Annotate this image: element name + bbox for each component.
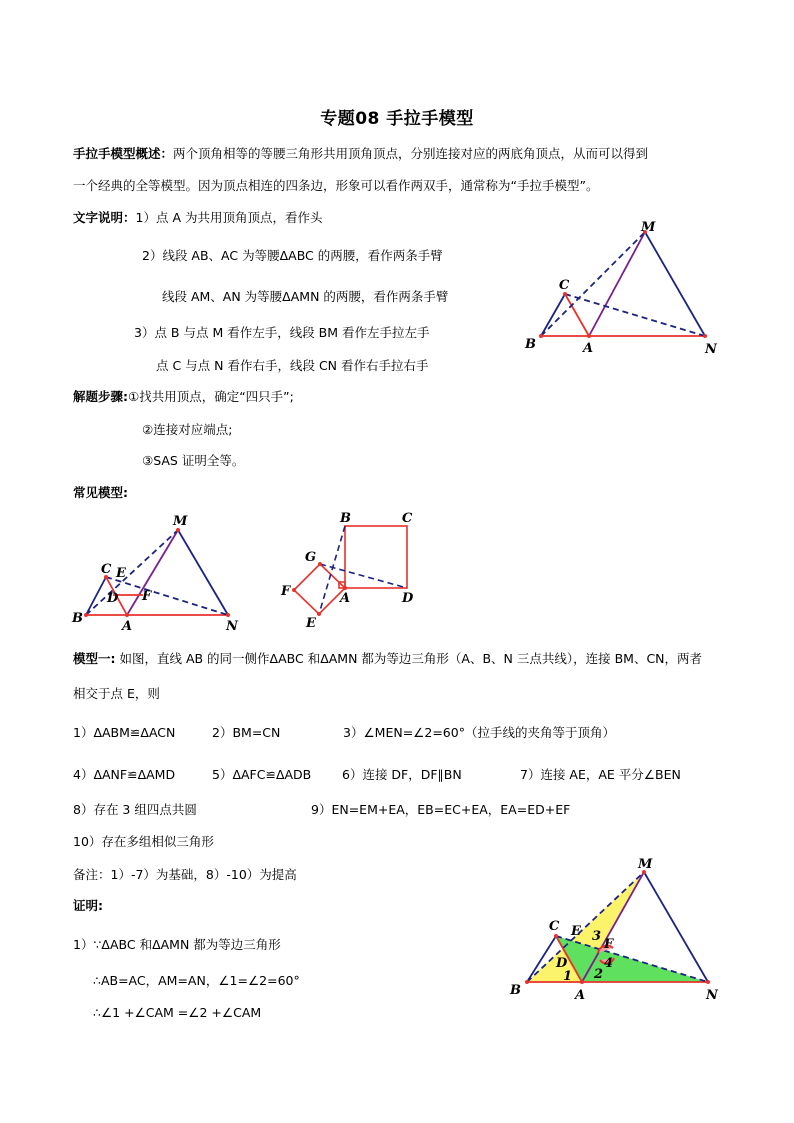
model1-line-2: 相交于点 E，则 <box>73 686 160 701</box>
proof-line-2: ∴AB=AC，AM=AN，∠1=∠2=60° <box>93 973 300 988</box>
label-m: M <box>173 514 188 529</box>
label-angle-2: 2 <box>594 967 604 982</box>
explain-line-3: 线段 AM、AN 为等腰ΔAMN 的两腰，看作两条手臂 <box>162 289 449 304</box>
explain-line-5: 点 C 与点 N 看作右手，线段 CN 看作右手拉右手 <box>156 358 429 373</box>
result-5: 5）ΔAFC≌ΔADB <box>212 767 312 782</box>
explain-label: 文字说明： <box>73 210 136 225</box>
label-b: B <box>72 611 83 626</box>
label-g: G <box>305 550 317 565</box>
label-b: B <box>510 983 521 998</box>
label-e: E <box>571 924 581 939</box>
model1-label: 模型一: <box>73 651 116 666</box>
steps-line-2: ②连接对应端点; <box>142 422 233 437</box>
result-3: 3）∠MEN=∠2=60°（拉手线的夹角等于顶角） <box>343 725 615 740</box>
label-angle-4: 4 <box>604 956 614 971</box>
model1-line-1: 模型一: 如图，直线 AB 的同一侧作ΔABC 和ΔAMN 都为等边三角形（A、B、N 三点共线），连接 BM、CN，两者 <box>73 651 703 666</box>
result-10: 10）存在多组相似三角形 <box>73 834 214 849</box>
label-f: F <box>142 589 152 604</box>
label-m: M <box>641 220 656 235</box>
label-d: D <box>107 591 119 606</box>
label-b: B <box>525 337 536 352</box>
label-f: F <box>281 584 291 599</box>
note-line: 备注：1）-7）为基础，8）-10）为提高 <box>73 867 297 882</box>
steps-label: 解题步骤: <box>73 389 128 404</box>
result-9: 9）EN=EM+EA，EB=EC+EA，EA=ED+EF <box>311 802 571 817</box>
result-7: 7）连接 AE，AE 平分∠BEN <box>520 767 681 782</box>
label-d: D <box>402 591 414 606</box>
label-angle-3: 3 <box>592 929 602 944</box>
explain-line-4: 3）点 B 与点 M 看作左手，线段 BM 看作左手拉左手 <box>134 325 430 340</box>
steps-line-3: ③SAS 证明全等。 <box>142 453 245 468</box>
result-4: 4）ΔANF≌ΔAMD <box>73 767 176 782</box>
result-2: 2）BM=CN <box>212 725 281 740</box>
proof-line-1: 1）∵ΔABC 和ΔAMN 都为等边三角形 <box>73 937 281 952</box>
label-d: D <box>556 956 568 971</box>
label-c: C <box>559 278 570 293</box>
label-e: E <box>116 566 126 581</box>
label-e: E <box>306 616 316 631</box>
label-n: N <box>226 619 238 634</box>
proof-line-3: ∴∠1 +∠CAM =∠2 +∠CAM <box>93 1005 262 1020</box>
label-a: A <box>122 619 133 634</box>
overview-line-2: 一个经典的全等模型。因为顶点相连的四条边，形象可以看作两双手，通常称为“手拉手模型”。 <box>73 178 599 193</box>
label-c: C <box>402 511 413 526</box>
explain-line-2: 2）线段 AB、AC 为等腰ΔABC 的两腰，看作两条手臂 <box>142 248 443 263</box>
steps-line-1: 解题步骤:①找共用顶点，确定“四只手”; <box>73 389 294 404</box>
result-1: 1）ΔABM≌ΔACN <box>73 725 176 740</box>
result-8: 8）存在 3 组四点共圆 <box>73 802 197 817</box>
result-6: 6）连接 DF，DF∥BN <box>342 767 462 782</box>
label-c: C <box>549 919 560 934</box>
page-title: 专题08 手拉手模型 <box>320 109 474 129</box>
explain-line-1: 文字说明：1）点 A 为共用顶角顶点，看作头 <box>73 210 323 225</box>
common-models-label: 常见模型: <box>73 485 128 500</box>
overview-label: 手拉手模型概述： <box>73 146 174 161</box>
overview-line-1: 手拉手模型概述：两个顶角相等的等腰三角形共用顶角顶点，分别连接对应的两底角顶点，从而可以得到 <box>73 146 649 161</box>
label-a: A <box>583 341 594 356</box>
label-c: C <box>101 562 112 577</box>
proof-label: 证明: <box>73 898 103 913</box>
label-f: F <box>604 937 614 952</box>
label-m: M <box>638 857 653 872</box>
label-a: A <box>575 988 586 1003</box>
label-n: N <box>706 988 718 1003</box>
label-b: B <box>340 511 351 526</box>
label-angle-1: 1 <box>563 969 573 984</box>
label-n: N <box>705 342 717 357</box>
label-a: A <box>340 591 351 606</box>
